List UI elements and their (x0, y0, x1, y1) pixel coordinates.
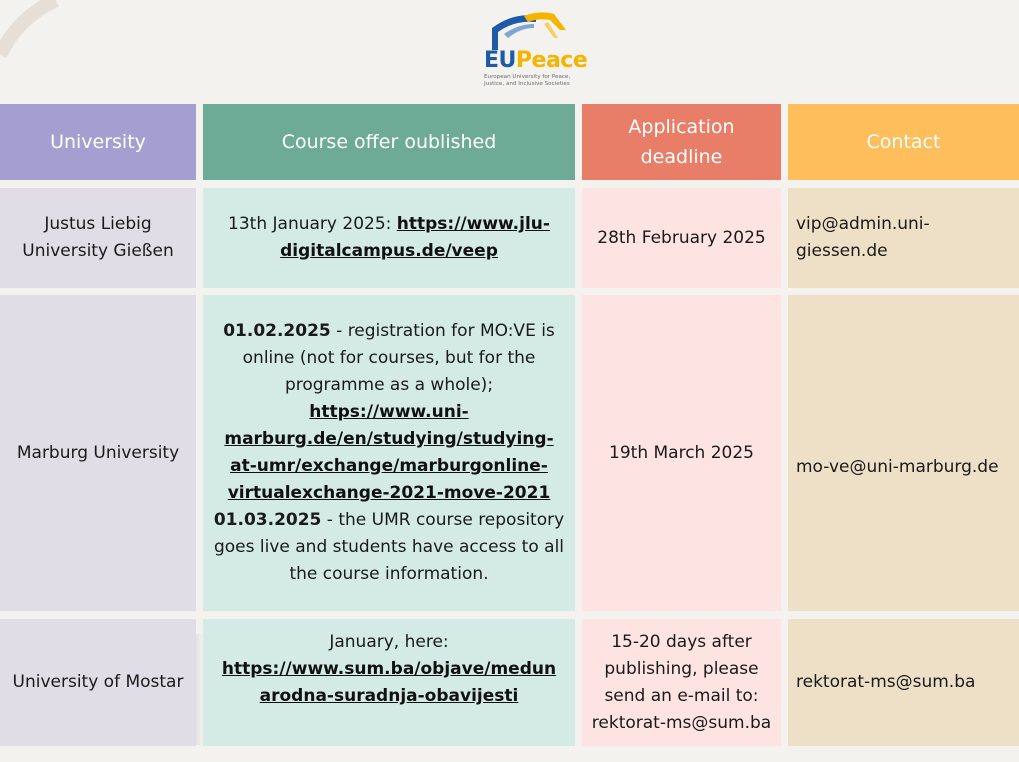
header-contact-label: Contact (866, 131, 941, 153)
row2-course-date1: 01.02.2025 (223, 321, 331, 341)
row3-university-name: University of Mostar (12, 672, 184, 692)
row3-course-offer (203, 619, 575, 746)
row2-course-offer (203, 295, 575, 611)
row2-deadline (582, 295, 781, 611)
row1-course-text (203, 211, 575, 265)
row1-course-date: 13th January 2025: (228, 214, 397, 234)
row3-course-date: January, here: (329, 632, 449, 652)
row2-contact-email[interactable]: mo-ve@uni-marburg.de (796, 456, 999, 477)
row3-university (0, 619, 196, 746)
row2-contact (788, 295, 1019, 611)
header-application-label: Application deadline (628, 116, 735, 168)
row2-course-text1: - registration for MO:VE is online (not for courses, but for the programme as a whole); (242, 321, 555, 395)
logo-wordmark (484, 48, 587, 73)
logo-peace: Peace (515, 48, 588, 73)
row3-contact-email[interactable]: rektorat-ms@sum.ba (796, 672, 976, 692)
row1-deadline (582, 188, 781, 288)
row3-course-link[interactable]: https://www.sum.ba/objave/medunarodna-suradnja-obavijesti (221, 659, 557, 706)
row2-university (0, 295, 196, 611)
row2-university-name: Marburg University (16, 442, 180, 463)
background-curve-decoration (0, 0, 60, 80)
header-university (0, 104, 196, 180)
row1-university (0, 188, 196, 288)
row1-course-offer (203, 188, 575, 288)
logo-eu: EU (484, 48, 516, 73)
row3-deadline (582, 619, 781, 746)
logo-subtitle: European University for Peace, Justice, and Inclusive Societies (484, 74, 571, 87)
row2-deadline-text: 19th March 2025 (609, 442, 754, 463)
row3-contact (788, 619, 1019, 746)
row1-contact (788, 188, 1019, 288)
row2-course-text (203, 318, 575, 588)
row3-course-text (203, 629, 575, 710)
row1-university-name: Justus Liebig University Gießen (22, 214, 174, 261)
header-course-label: Course offer oublished (281, 131, 497, 153)
row1-deadline-text: 28th February 2025 (597, 227, 766, 248)
row1-contact-email[interactable]: vip@admin.uni-giessen.de (796, 214, 930, 261)
header-application-deadline (582, 104, 781, 180)
row1-course-link[interactable]: https://www.jlu-digitalcampus.de/veep (280, 214, 550, 261)
header-university-label: University (50, 131, 146, 153)
row2-course-text2: - the UMR course repository goes live and students have access to all the course information. (213, 510, 565, 584)
header-course-offer (203, 104, 575, 180)
logo-arch-icon (484, 10, 580, 50)
header-contact (788, 104, 1019, 180)
row3-deadline-text: 15-20 days after publishing, please send an e-mail to: rektorat-ms@sum.ba (591, 631, 772, 733)
eupeace-logo (480, 10, 588, 94)
row2-course-link[interactable]: https://www.uni-marburg.de/en/studying/studying-at-umr/exchange/marburgonline-virtualexchange-2021-move-2021 (224, 402, 554, 503)
row2-course-date2: 01.03.2025 (213, 510, 322, 530)
